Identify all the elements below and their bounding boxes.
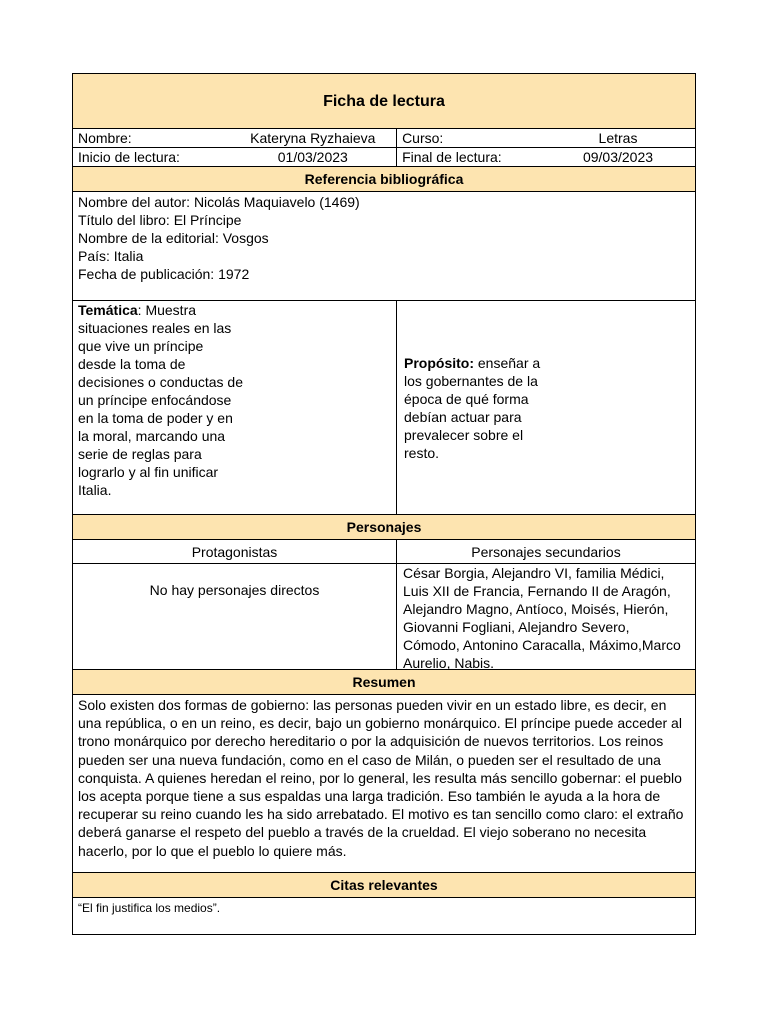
name-cell (73, 129, 397, 147)
start-value: 01/03/2023 (277, 149, 348, 165)
purpose-text (404, 354, 554, 462)
end-cell (397, 148, 695, 166)
characters-columns (73, 540, 695, 564)
purpose-cell (397, 301, 695, 514)
card-title: Ficha de lectura (73, 74, 695, 129)
section-heading-personajes: Personajes (73, 515, 695, 540)
author-line: Nombre del autor: Nicolás Maquiavelo (1469) (78, 194, 360, 210)
theme-text (78, 301, 243, 499)
theme-body: : Muestra situaciones reales en las que vive un príncipe desde la toma de decisiones o conductas de un príncipe enfocándose en la toma de poder y en la moral, marcando una serie de reglas para lograrlo y al fin unificar Italia. (78, 302, 243, 498)
characters-row (73, 564, 695, 670)
country-line: País: Italia (78, 248, 144, 264)
course-value: Letras (598, 130, 638, 146)
theme-purpose-row (73, 301, 695, 515)
publisher-line: Nombre de la editorial: Vosgos (78, 230, 269, 246)
purpose-body: enseñar a los gobernantes de la época de qué forma debían actuar para prevalecer sobre el resto. (404, 354, 541, 461)
start-label: Inicio de lectura: (78, 149, 180, 165)
quote-text: “El fin justifica los medios”. (78, 901, 221, 915)
summary-text: Solo existen dos formas de gobierno: las personas pueden vivir en un estado libre, es decir, en una república, o en un reino, es decir, bajo un gobierno monárquico. El príncipe puede acceder al trono monárquico por derecho hereditario o por la adquisición de nuevos territorios. Los reinos pueden ser una nueva fundación, como en el caso de Milán, o pueden ser el resultado de una conquista. A quienes heredan el reino, por lo general, les resulta más sencillo gobernar: el pueblo los acepta porque tiene a sus espaldas una larga tradición. Eso también le ayuda a la hora de recuperar su reino cuando les ha sido arrebatado. El motivo es tan sencillo como claro: el extraño deberá ganarse el respeto del pueblo a través de la crueldad. El viejo soberano no necesita hacerlo, por lo que el pueblo lo quiere más. (73, 695, 695, 873)
secondary-characters-cell: César Borgia, Alejandro VI, familia Médici, Luis XII de Francia, Fernando II de Aragón, Alejandro Magno, Antíoco, Moisés, Hierón, Giovanni Fogliani, Alejandro Severo, Cómodo, Antonino Caracalla, Máximo,Marco Aurelio, Nabis. (403, 565, 681, 671)
course-cell (397, 129, 695, 147)
protagonists-text: No hay personajes directos (149, 581, 320, 598)
reading-card (72, 73, 696, 935)
bibliographic-reference (73, 192, 695, 301)
section-heading-citas: Citas relevantes (73, 873, 695, 898)
start-cell (73, 148, 397, 166)
name-value: Kateryna Ryzhaieva (250, 130, 376, 146)
theme-label: Temática (78, 302, 138, 318)
protagonists-header: Protagonistas (73, 540, 397, 563)
name-label: Nombre: (78, 130, 132, 146)
book-title-line: Título del libro: El Príncipe (78, 212, 242, 228)
section-heading-referencia: Referencia bibliográfica (73, 167, 695, 192)
end-value: 09/03/2023 (582, 149, 654, 165)
end-label: Final de lectura: (402, 149, 502, 165)
section-heading-resumen: Resumen (73, 670, 695, 695)
purpose-label: Propósito: (404, 354, 474, 371)
protagonists-cell (73, 564, 397, 669)
info-row-2 (73, 148, 695, 167)
theme-cell (73, 301, 397, 514)
course-label: Curso: (402, 130, 444, 146)
publication-date-line: Fecha de publicación: 1972 (78, 266, 250, 282)
secondary-header: Personajes secundarios (471, 544, 621, 560)
info-row-1 (73, 129, 695, 148)
